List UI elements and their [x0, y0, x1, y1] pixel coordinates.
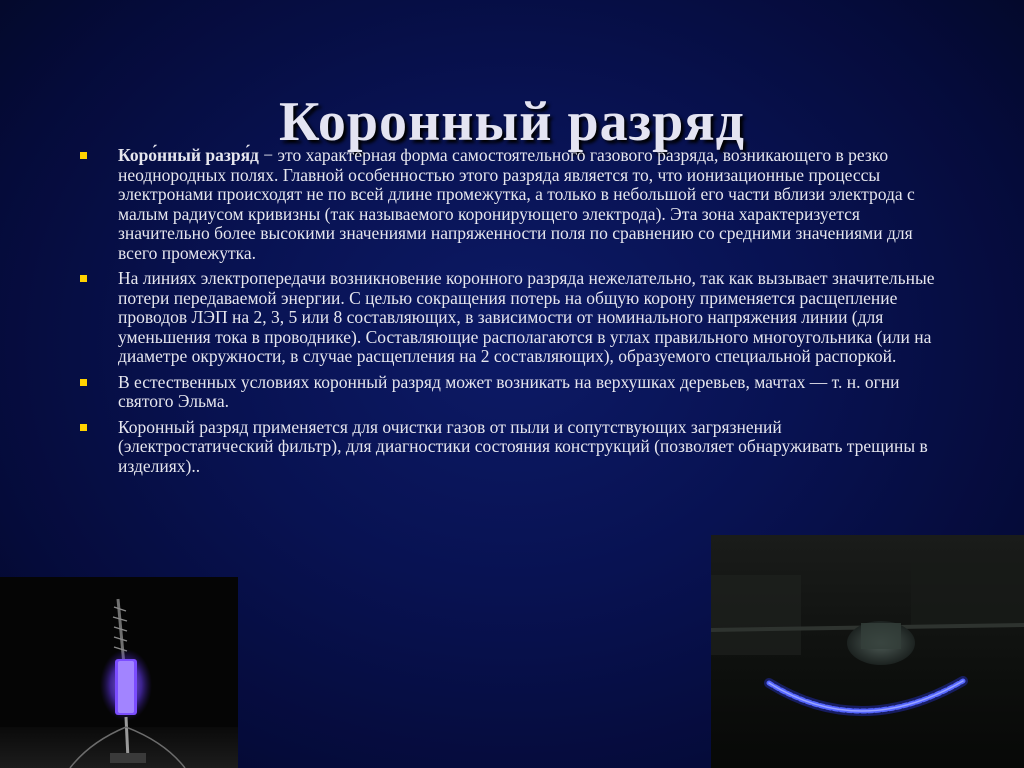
bullet-item: [78, 373, 938, 412]
bullet-item: [78, 418, 938, 477]
bullet-text: В естественных условиях коронный разряд может возникать на верхушках деревьев, мачтах — т. н. огни святого Эльма.: [118, 371, 900, 411]
corona-ring-image: [711, 535, 1024, 768]
corona-coil-photo: [0, 577, 238, 768]
square-bullet-icon: [80, 424, 87, 431]
corona-ring-photo: [711, 535, 1024, 768]
bullet-text: − это характерная форма самостоятельного газового разряда, возникающего в резко неоднородных полях. Главной особенностью этого разряда является то, что ионизационные процессы электронами происходят не по всей длине промежутка, а только в небольшой его части вблизи электрода с малым радиусом кривизны (так называемого коронирующего электрода). Эта зона характеризуется значительно более высокими значениями напряженности поля по сравнению со средними значениями для всего промежутка.: [118, 145, 915, 263]
square-bullet-icon: [80, 275, 87, 282]
bullet-text: Коронный разряд применяется для очистки газов от пыли и сопутствующих загрязнений (электростатический фильтр), для диагностики состояния конструкций (позволяет обнаруживать трещины в изделиях)..: [118, 416, 928, 476]
bullet-term: Коро́нный разря́д: [118, 145, 259, 165]
bullet-list: [78, 146, 938, 482]
square-bullet-icon: [80, 152, 87, 159]
slide-title: Коронный разряд: [279, 90, 745, 153]
bullet-item: [78, 269, 938, 367]
corona-coil-image: [0, 577, 238, 768]
square-bullet-icon: [80, 379, 87, 386]
bullet-item: [78, 146, 938, 263]
bullet-text: На линиях электропередачи возникновение коронного разряда нежелательно, так как вызывает значительные потери передаваемой энергии. С целью сокращения потерь на общую корону применяется расщепление проводов ЛЭП на 2, 3, 5 или 8 составляющих, в зависимости от номинального напряжения линии (для уменьшения тока в проводнике). Составляющие располагаются в углах правильного многоугольника (или на диаметре окружности, в случае расщепления на 2 составляющих), образуемого специальной распоркой.: [118, 268, 935, 366]
